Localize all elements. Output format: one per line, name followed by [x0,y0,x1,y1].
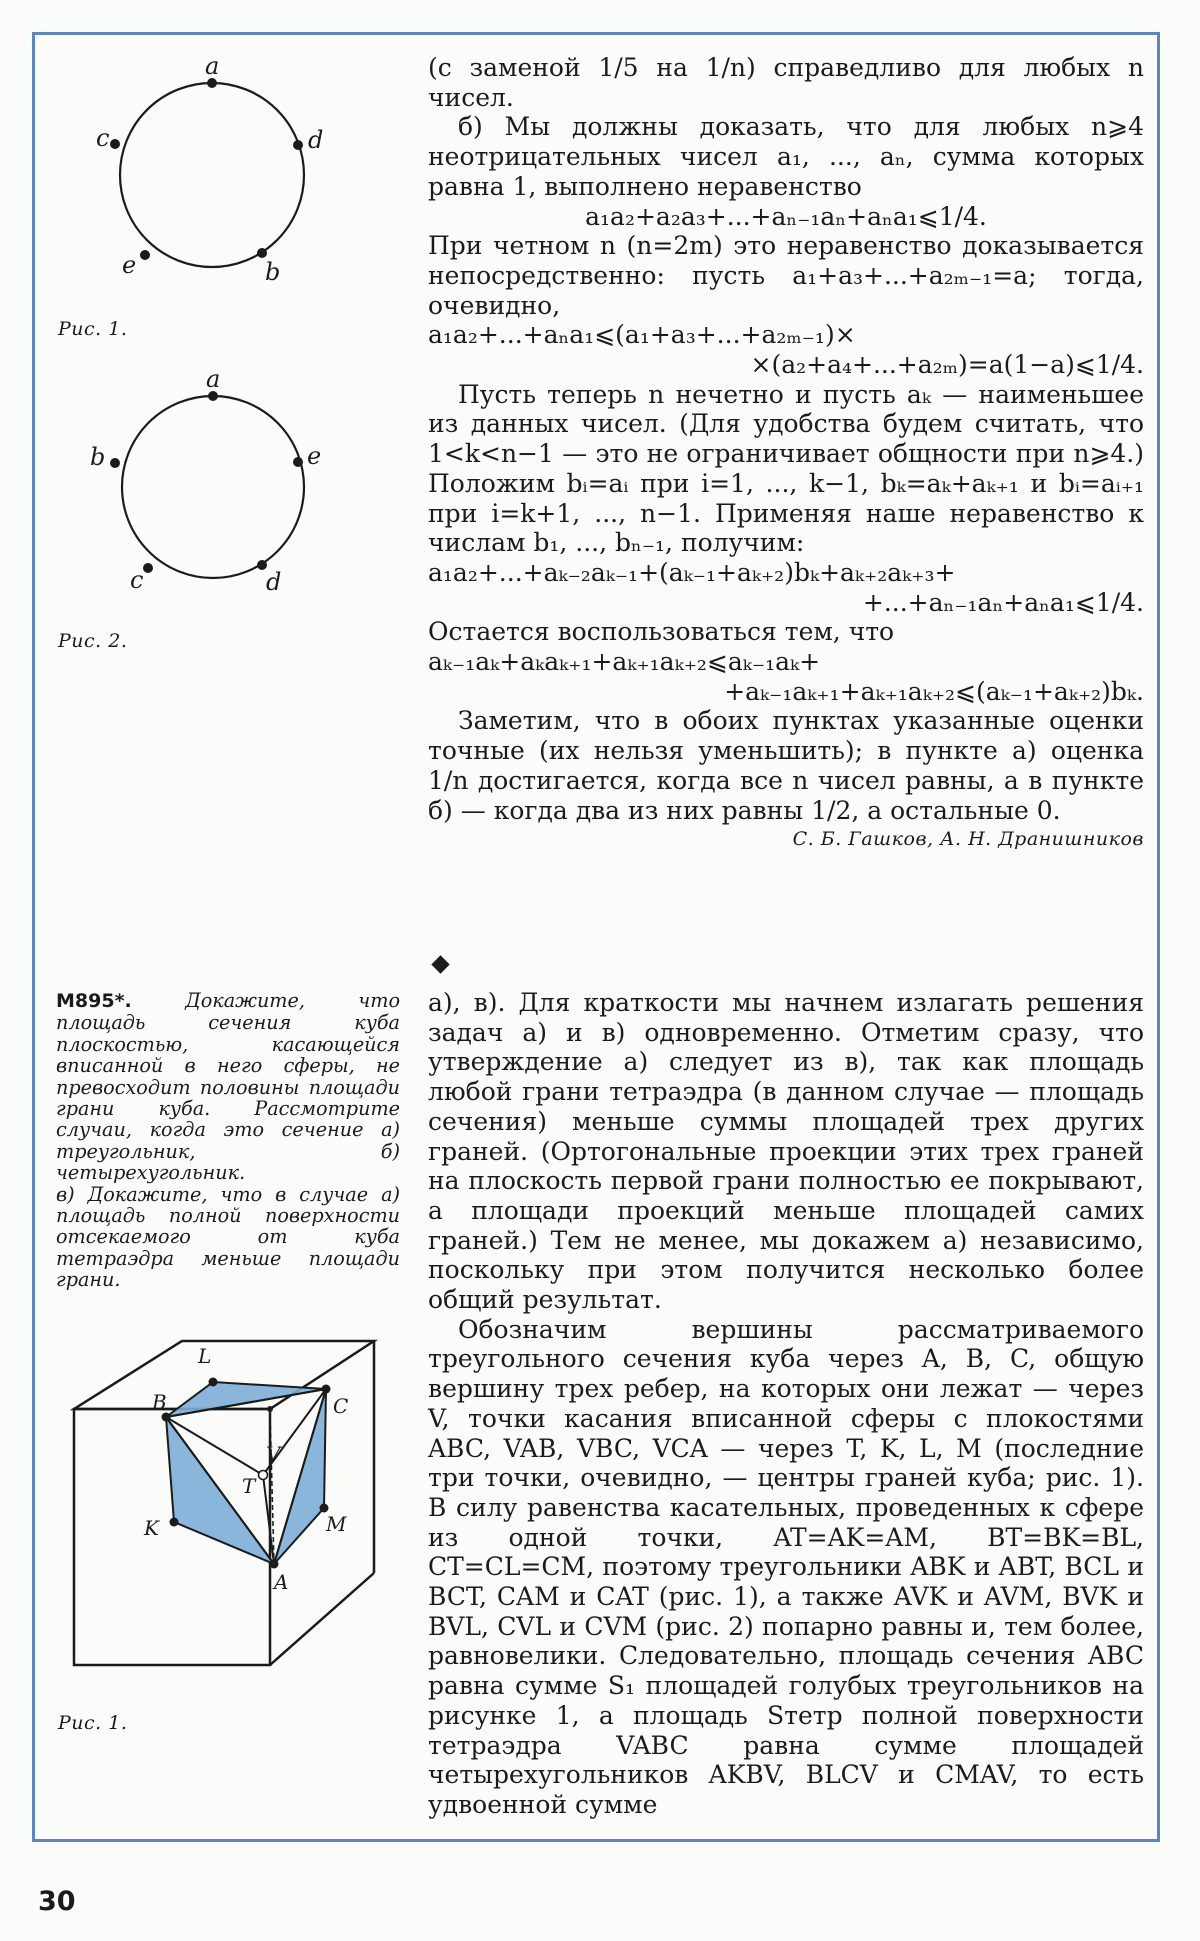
paragraph: Остается воспользоваться тем, что [428,617,895,647]
label-c: c [96,124,110,152]
point-C [322,1385,331,1394]
label-C: C [333,1394,349,1418]
point-K [170,1518,179,1527]
triangle-BCL [166,1382,326,1417]
formula: a₁a₂+...+aₖ₋₂aₖ₋₁+(aₖ₋₁+aₖ₊₂)bₖ+aₖ₊₂aₖ₊₃+ [428,557,956,587]
formula: +aₖ₋₁aₖ₊₁+aₖ₊₁aₖ₊₂⩽(aₖ₋₁+aₖ₊₂)bₖ. [724,676,1144,706]
label-a: a [205,52,220,80]
point-V [267,1406,273,1412]
label-B: B [152,1390,167,1414]
page-number: 30 [38,1886,76,1917]
formula: ×(a₂+a₄+...+a₂ₘ)=a(1−a)⩽1/4. [750,350,1144,380]
label-M: M [326,1512,347,1536]
point-b [110,458,120,468]
paragraph: б) Мы должны доказать, что для любых n⩾4 неотрицательных чисел a₁, ..., aₙ, сумма которых равна 1, выполнено неравенство [428,112,1144,201]
paragraph: Обозначим вершины рассматриваемого треугольного сечения куба через A, B, C, общую вершину трех ребер, на которых они лежат — через V, точки касания вписанной сферы с плокостями ABC, VAB, VBC, VCA — через T, K, L, M (последние три точки, очевидно, — центры граней куба; рис. 1). В силу равенства касательных, проведенных к сфере из одной точки, AT=AK=AM, BT=BK=BL, CT=CL=CM, поэтому треугольники ABK и ABT, BCL и BCT, CAM и CAT (рис. 1), а также AVK и AVM, BVK и BVL, CVL и CVM (рис. 2) попарно равны и, тем более, равновелики. Следовательно, площадь сечения ABC равна сумме S₁ площадей голубых треугольников на рисунке 1, а площадь Sтетр полной поверхности тетраэдра VABC равна сумме площадей четырехугольников AKBV, BLCV и CMAV, то есть удвоенной сумме [428,1314,1144,1819]
point-e [293,457,303,467]
label-b: b [265,258,281,286]
figure-1-caption: Рис. 1. [58,318,128,340]
problem-number: М895*. [56,990,132,1012]
formula: a₁a₂+...+aₙa₁⩽(a₁+a₃+...+a₂ₘ₋₁)× [428,320,856,350]
circle-1 [120,83,304,267]
paragraph: Пусть теперь n нечетно и пусть aₖ — наименьшее из данных чисел. (Для удобства будем считать, что 1<k<n−1 — это не ограничивает общности при n⩾4.) Положим bᵢ=aᵢ при i=1, ..., k−1, bₖ=aₖ+aₖ₊₁ и bᵢ=aᵢ₊₁ при i=k+1, ..., n−1. Применяя наше неравенство к числам b₁, ..., bₙ₋₁, получим: [428,379,1144,558]
formula: +...+aₙ₋₁aₙ+aₙa₁⩽1/4. [862,587,1144,617]
point-c [110,139,120,149]
solution-text-bottom [428,988,1144,1820]
circle-2 [122,396,304,578]
label-T: T [242,1474,256,1498]
label-d: d [308,126,324,154]
point-L [209,1378,218,1387]
paragraph: Заметим, что в обоих пунктах указанные оценки точные (их нельзя уменьшить); в пункте а) оценка 1/n достигается, когда все n чисел равны, а в пункте б) — когда два из них равны 1/2, а остальные 0. [428,706,1144,825]
formula: a₁a₂+a₂a₃+...+aₙ₋₁aₙ+aₙa₁⩽1/4. [585,201,987,231]
point-d [293,140,303,150]
point-e [140,250,150,260]
label-L: L [198,1344,212,1368]
label-c: c [130,566,144,594]
point-c [143,563,153,573]
paragraph: а), в). Для краткости мы начнем излагать решения задач а) и в) одновременно. Отметим сразу, что утверждение а) следует из в), так как площадь любой грани тетраэдра (в данном случае — площадь сечения) меньше суммы площадей трех других граней. (Ортогональные проекции этих трех граней на плоскость первой грани полностью ее покрывают, а площади проекций меньше площадей самих граней.) Тем не менее, мы докажем а) независимо, поскольку при этом получится несколько более общий результат. [428,988,1144,1315]
figure-cube-caption: Рис. 1. [58,1712,128,1734]
paragraph: (с заменой 1/5 на 1/n) справедливо для любых n чисел. [428,53,1144,112]
problem-text-b: в) Докажите, что в случае а) площадь полной поверхности отсекаемого от куба тетраэдра меньше площади грани. [56,1182,400,1292]
label-A: A [274,1570,289,1594]
point-A [270,1560,279,1569]
problem-statement [56,990,400,1291]
formula: aₖ₋₁aₖ+aₖaₖ₊₁+aₖ₊₁aₖ₊₂⩽aₖ₋₁aₖ+ [428,647,821,677]
point-b [257,248,267,258]
label-K: K [144,1516,159,1540]
point-T [259,1471,268,1480]
label-V: V [266,1442,281,1466]
figure-circle-2 [60,365,360,615]
label-d: d [266,568,282,596]
label-b: b [90,443,106,471]
label-a: a [206,365,221,393]
label-e: e [122,251,137,279]
solution-text-top [428,53,1144,853]
author-signature: С. Б. Гашков, А. Н. Дранишников [792,828,1144,851]
figure-cube [56,1325,416,1700]
figure-circle-1 [60,50,360,310]
problem-text: Докажите, что площадь сечения куба плоскостью, касающейся вписанной в него сферы, не превосходит половины площади грани куба. Рассмотрите случаи, когда это сечение а) треугольник, б) четырехугольник. [56,989,400,1185]
figure-2-caption: Рис. 2. [58,630,128,652]
label-e: e [307,442,322,470]
paragraph: При четном n (n=2m) это неравенство доказывается непосредственно: пусть a₁+a₃+...+a₂ₘ₋₁=a; тогда, очевидно, [428,231,1144,320]
